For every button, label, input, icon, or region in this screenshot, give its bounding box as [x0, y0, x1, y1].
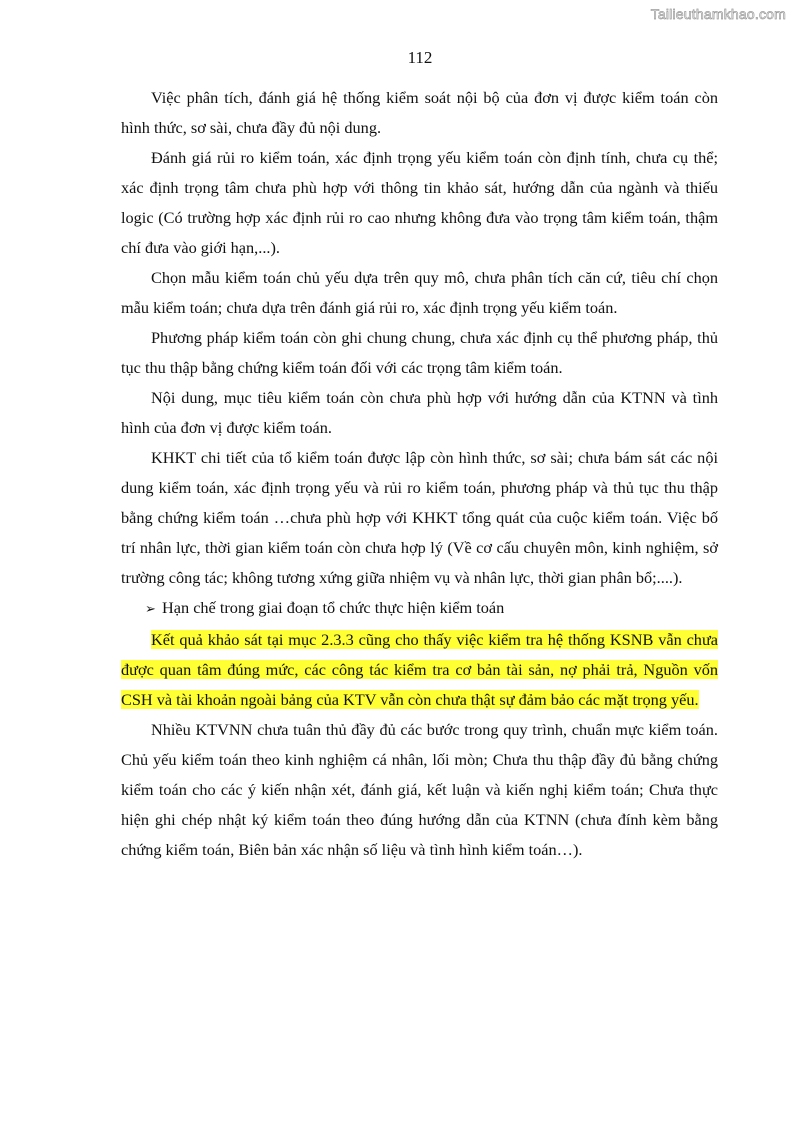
paragraph: Đánh giá rủi ro kiểm toán, xác định trọng yếu kiểm toán còn định tính, chưa cụ thể; xác định trọng tâm chưa phù hợp với thông tin khảo sát, hướng dẫn của ngành và thiếu logic (Có trường hợp xác định rủi ro cao nhưng không đưa vào trọng tâm kiểm toán, thậm chí đưa vào giới hạn,...). [121, 148, 718, 257]
paragraph: Việc phân tích, đánh giá hệ thống kiểm soát nội bộ của đơn vị được kiểm toán còn hình thức, sơ sài, chưa đầy đủ nội dung. [121, 88, 718, 137]
highlighted-paragraph [121, 625, 718, 715]
highlighted-text: Kết quả khảo sát tại mục 2.3.3 cũng cho thấy việc kiểm tra hệ thống KSNB vẫn chưa được quan tâm đúng mức, các công tác kiểm tra cơ bản tài sản, nợ phải trả, Nguồn vốn CSH và tài khoản ngoài bảng của KTV vẫn còn chưa thật sự đảm bảo các mặt trọng yếu. [121, 630, 718, 709]
paragraph: Chọn mẫu kiểm toán chủ yếu dựa trên quy mô, chưa phân tích căn cứ, tiêu chí chọn mẫu kiểm toán; chưa dựa trên đánh giá rủi ro, xác định trọng yếu kiểm toán. [121, 268, 718, 317]
document-body [121, 83, 718, 865]
bullet-heading-text: Hạn chế trong giai đoạn tổ chức thực hiện kiểm toán [162, 598, 505, 617]
paragraph: KHKT chi tiết của tổ kiểm toán được lập còn hình thức, sơ sài; chưa bám sát các nội dung kiểm toán, xác định trọng yếu và rủi ro kiểm toán, phương pháp và thủ tục thu thập bằng chứng kiểm toán …chưa phù hợp với KHKT tổng quát của cuộc kiểm toán. Việc bố trí nhân lực, thời gian kiểm toán còn chưa hợp lý (Về cơ cấu chuyên môn, kinh nghiệm, sở trường công tác; không tương xứng giữa nhiệm vụ và nhân lực, thời gian phân bổ;....). [121, 448, 718, 587]
watermark: Tailieuthamkhao.com [650, 6, 786, 22]
arrowhead-bullet-icon: ➢ [145, 602, 156, 617]
bullet-heading [121, 593, 718, 625]
page-number: 112 [407, 48, 433, 67]
paragraph: Nội dung, mục tiêu kiểm toán còn chưa phù hợp với hướng dẫn của KTNN và tình hình của đơn vị được kiểm toán. [121, 388, 718, 437]
paragraph: Nhiều KTVNN chưa tuân thủ đầy đủ các bước trong quy trình, chuẩn mực kiểm toán. Chủ yếu kiểm toán theo kinh nghiệm cá nhân, lối mòn; Chưa thu thập đầy đủ bằng chứng kiểm toán cho các ý kiến nhận xét, đánh giá, kết luận và kiến nghị kiểm toán; Chưa thực hiện ghi chép nhật ký kiểm toán theo đúng hướng dẫn của KTNN (chưa đính kèm bằng chứng kiểm toán, Biên bản xác nhận số liệu và tình hình kiểm toán…). [121, 720, 718, 859]
paragraph: Phương pháp kiểm toán còn ghi chung chung, chưa xác định cụ thể phương pháp, thủ tục thu thập bằng chứng kiểm toán đối với các trọng tâm kiểm toán. [121, 328, 718, 377]
